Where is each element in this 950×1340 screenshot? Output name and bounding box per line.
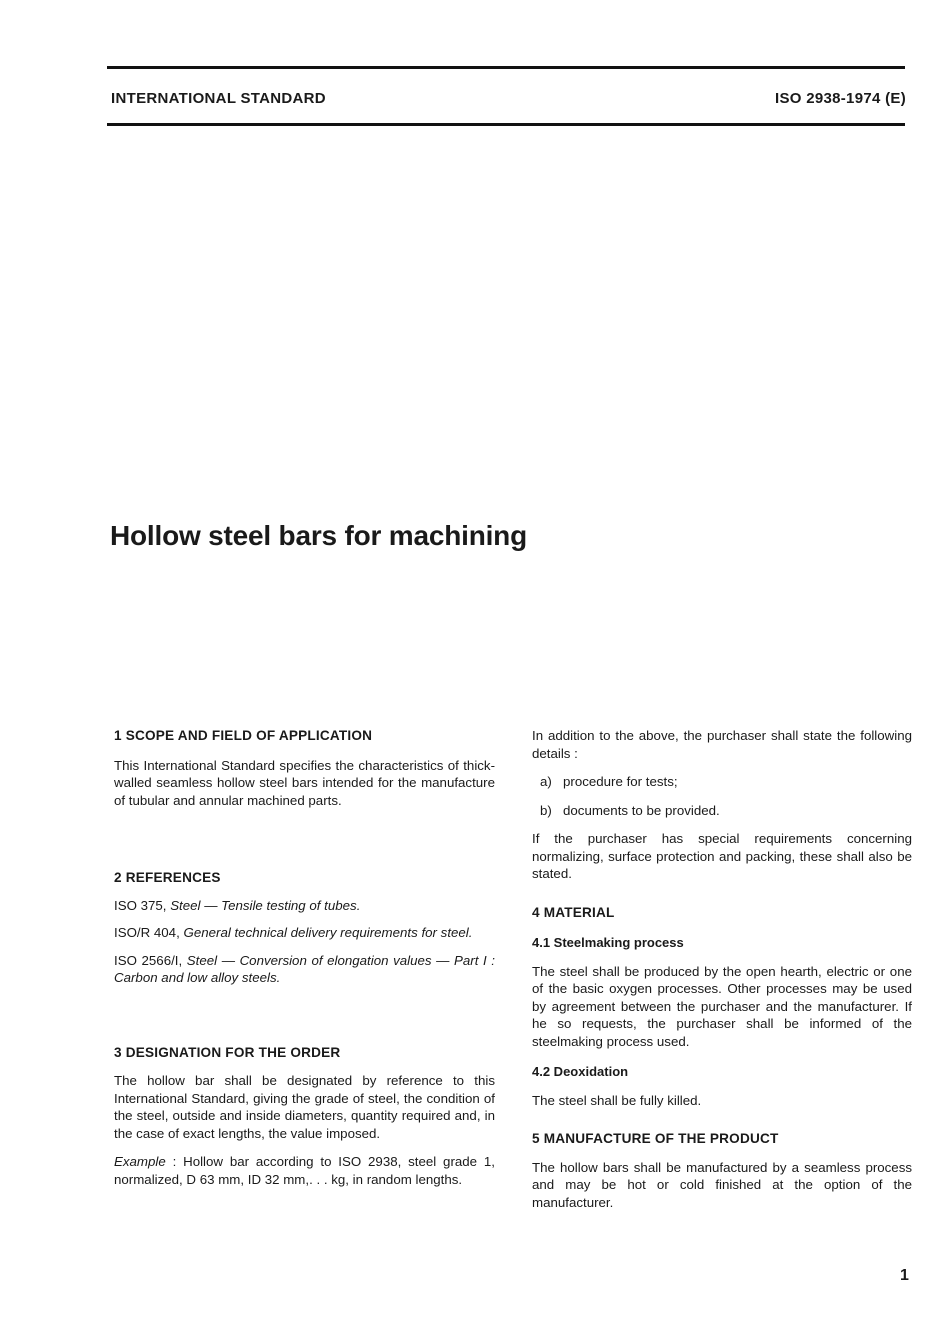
header-standard-label: INTERNATIONAL STANDARD: [111, 90, 326, 107]
left-column: [114, 727, 495, 1188]
header-bottom-rule: [107, 123, 905, 126]
reference-title: Steel — Conversion of elongation values — Part I : Carbon and low alloy steels.: [114, 952, 496, 985]
section-4-1-heading: 4.1 Steelmaking process: [532, 935, 684, 950]
section-4-2-heading: 4.2 Deoxidation: [532, 1064, 629, 1079]
section-4-2-text: The steel shall be fully killed.: [532, 1092, 702, 1108]
document-title: Hollow steel bars for machining: [110, 520, 527, 551]
header-standard-number: ISO 2938-1974 (E): [774, 90, 906, 107]
reference-item: [114, 924, 495, 942]
right-column: [532, 727, 912, 1211]
details-list: [532, 773, 912, 819]
section-3-text: The hollow bar shall be designated by reference to this International Standard, giving the grade of steel, the condition of the steel, outside and inside diameters, quantity required and, in the case of exact lengths, the value imposed.: [114, 1073, 495, 1141]
example-label: Example: [114, 1154, 166, 1169]
page-number: 1: [900, 1267, 909, 1284]
reference-code: ISO/R 404,: [114, 925, 184, 940]
list-item: [532, 802, 912, 820]
section-3-continued-text: If the purchaser has special requirements concerning normalizing, surface protection and packing, these shall also be stated.: [532, 831, 912, 881]
reference-item: [114, 952, 495, 987]
list-item-text: documents to be provided.: [563, 802, 720, 818]
list-item-text: procedure for tests;: [563, 774, 678, 789]
section-3-continued-intro: In addition to the above, the purchaser shall state the following details :: [532, 728, 912, 761]
section-4-heading: 4 MATERIAL: [532, 904, 615, 920]
example-text: : Hollow bar according to ISO 2938, steel grade 1, normalized, D 63 mm, ID 32 mm,. . . kg, in random lengths.: [114, 1154, 495, 1187]
reference-code: ISO 2566/I,: [114, 952, 187, 968]
section-4-1-text: The steel shall be produced by the open hearth, electric or one of the basic oxygen processes. Other processes may be used by agreement between the purchaser and the manufacturer. If he so requests, the purchaser shall be informed of the steelmaking process used.: [532, 963, 912, 1049]
reference-title: Steel — Tensile testing of tubes.: [170, 897, 361, 913]
section-5-heading: 5 MANUFACTURE OF THE PRODUCT: [532, 1131, 779, 1146]
list-marker: a): [540, 774, 552, 789]
section-3-heading: 3 DESIGNATION FOR THE ORDER: [114, 1044, 341, 1060]
section-2-heading: 2 REFERENCES: [114, 870, 221, 885]
reference-item: [114, 897, 495, 915]
reference-title: General technical delivery requirements for steel.: [183, 925, 473, 940]
list-marker: b): [540, 802, 552, 818]
reference-code: ISO 375,: [114, 897, 171, 913]
section-5-text: The hollow bars shall be manufactured by a seamless process and may be hot or cold finished at the option of the manufacturer.: [532, 1159, 912, 1210]
list-item: [532, 773, 912, 791]
header-top-rule: [107, 66, 905, 69]
section-1-heading: 1 SCOPE AND FIELD OF APPLICATION: [114, 728, 373, 743]
section-3-example: [114, 1153, 495, 1188]
section-1-text: This International Standard specifies the characteristics of thick-walled seamless hollow steel bars intended for the manufacture of tubular and annular machined parts.: [114, 757, 495, 808]
